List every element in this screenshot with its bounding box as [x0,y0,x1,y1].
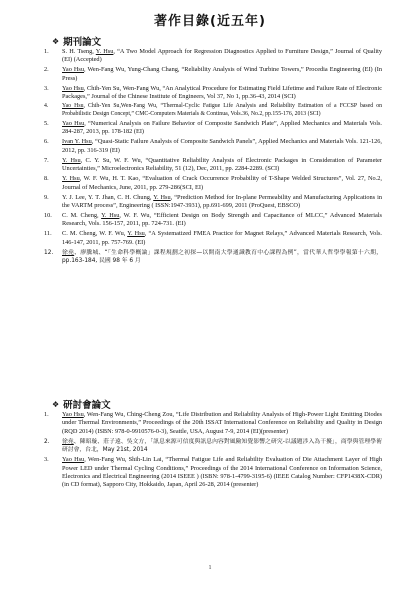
item-number: 10. [44,212,52,220]
item-author-highlight: Y. Hsu [62,175,80,183]
item-number: 2. [44,66,49,74]
item-text-lead: C. M. Cheng, [62,212,102,220]
section-heading-conference-label: 研討會論文 [63,400,111,411]
item-number: 9. [44,193,49,201]
item-author-highlight: Y. Hsu [95,48,114,55]
list-item [44,456,382,490]
item-author-highlight: 徐堯 [62,249,75,256]
list-item [44,411,382,436]
item-text: 、廖騰城、“「生命科學概論」課程規劃之初探—以開南大學通識教育中心課程為例”，當代華人哲學學報第十六期，pp.163-184, 民國 98 年 6 月 [62,249,382,265]
item-text-lead: S. H. Tseng, [62,48,96,55]
item-author-highlight: Yao Hsu [62,103,84,110]
item-author-highlight: Y. Hsu [101,212,120,220]
page-number: 1 [208,565,212,571]
item-text: , “A Two Model Approach for Regression Diagnostics Applied to Furniture Design,” Journal of Quality (EI) (Accepted) [62,48,382,64]
diamond-bullet-icon: ❖ [52,36,60,46]
list-item [44,230,382,247]
item-author-highlight: Y. Hsu [153,193,171,201]
item-number: 3. [44,84,49,92]
item-number: 3. [44,456,49,464]
item-number: 1. [44,411,49,418]
list-item [44,249,382,266]
list-item [44,66,382,83]
conference-paper-list [44,411,382,491]
list-item [44,138,382,155]
item-text: , W. F. Wu, “Efficient Design on Body Strength and Capacitance of MLCC,” Advanced Materials Research, Vols. 156-157, 2011, pp. 724-731. (EI) [62,212,383,228]
item-number: 2. [44,438,50,445]
item-text: , “A Systematized FMEA Practice for Magnet Relays,” Advanced Materials Research, Vols. 146-147, 2011, pp. 757-769. (EI) [62,230,383,246]
list-item [44,85,382,102]
item-text: , Wen-Fang Wu, Yung-Chang Chang, “Reliability Analysis of Wind Turbine Towers,” Procedia Engineering (EI) (In Press) [62,66,382,82]
item-text-lead: C. M. Cheng, W. F. Wu, [62,230,128,238]
item-author-highlight: Y. Hsu [127,230,145,238]
list-item [44,48,382,65]
diamond-bullet-icon: ❖ [52,399,60,409]
item-number: 4. [44,103,49,110]
list-item [44,438,382,455]
item-number: 1. [44,48,49,55]
item-number: 5. [44,120,49,127]
item-text: , “Prediction Method for In-plane Permeability and Manufacturing Applications in the VARTM process”, Engineering ( ISSN:1947-3931), pp.691-699, 2011 (ProQuest, EBSCO) [62,193,383,210]
section-heading-conference [52,397,111,411]
list-item [44,194,382,211]
item-text: , W. F. Wu, H. T. Kao, “Evaluation of Crack Occurrence Probability of T-Shape Welded Structures”, Vol. 27, No.2, Journal of Mechanics, June, 2011, pp. 279-286(SCI, EI) [62,175,382,191]
item-text-lead: Y. J. Lee, Y. T. Jhan, C. H. Chung, [62,193,154,201]
list-item [44,175,382,192]
item-author-highlight: 徐堯 [62,438,74,445]
item-author-highlight: Yao Hsu [62,411,84,418]
item-number: 12. [44,249,54,256]
section-heading-journal [52,34,101,48]
item-number: 8. [44,175,49,183]
item-number: 11. [44,230,52,238]
list-item [44,212,382,229]
section-heading-journal-label: 期刊論文 [63,37,102,48]
item-author-highlight: Y. Hsu [62,156,81,164]
page-title: 著作目錄(近五年) [154,14,266,29]
item-text: 、陳昭璇、莊子遠、吳文方，「訊息來源可信度與訊息內容對風險知覺影響之研究-以議題涉入為干擾」，商學與管理學術研討會，台北，May 21st, 2014 [62,438,382,454]
journal-paper-list [44,48,382,267]
list-item [44,157,382,174]
item-author-highlight: Ivan Y. Hsu [62,138,92,146]
item-text: , Wen-Fang Wu, Shih-Lin Lai, “Thermal Fatigue Life and Reliability Evaluation of Die Attachment Layer of High Power LED under Thermal Cycling Conditions,” Proceedings of the 2014 International Conference on Information Science, Electronics and Electrical Engineering (2014 ISEEE ) (ISBN: 978-1-4799-3195-6) (IEEE Catalog Number: CFP1438X-CDR) (in CD format), Sapporo City, Hokkaido, Japan, April 26-28, 2014 (presenter) [62,456,382,489]
item-text: , Wen-Fang Wu, Ching-Cheng Zou, “Life Distribution and Reliability Analysis of High-Power Light Emitting Diodes under Thermal Environments,” Proceedings of the 20th ISSAT International Conference on Reliability and Quality in Design (RQD 2014) (ISBN: 978-0-9910576-0-3), Seattle, USA, August 7-9, 2014 (EI)(presenter) [62,411,382,435]
list-item [44,103,382,118]
item-number: 6. [44,138,49,146]
item-number: 7. [44,156,49,164]
item-text: , Chih-Yen Su,Wen-Fang Wu, “Thermal-Cyclic Fatigue Life Analysis and Reliability Estimation of a FCCSP based on Probabilistic Design Concept,” CMC-Computers Materials & Continua, Vols.36, No.2, pp.155-176, 2013 (SCI) [62,103,382,117]
item-text: , C. Y. Su, W. F. Wu, “Quantitative Reliability Analysis of Electronic Packages in Consideration of Parameter Uncertainties,” Microelectronics Reliability, 51 (12), Dec, 2011, pp. 2284-2289. (SCI) [62,156,382,173]
item-author-highlight: Yao Hsu [62,456,85,464]
item-text: , “Quasi-Static Failure Analysis of Composite Sandwich Panels”, Applied Mechanics and Materials Vols. 121-126, 2012, pp. 316-319 (EI) [62,138,383,154]
item-text: , Chih-Yen Su, Wen-Fang Wu, “An Analytical Procedure for Estimating Field Lifetime and Failure Rate of Electronic Packages,” Journal of the Chinese Institute of Engineers, Vol 37, No 1, pp.36-43, 2014 (SCI) [62,84,382,101]
item-author-highlight: Yao Hsu [62,66,85,74]
item-author-highlight: Yao Hsu [62,120,85,127]
item-author-highlight: Yao Hsu [62,84,84,92]
item-text: , “Numerical Analysis on Failure Behavior of Composite Sandwich Plate”, Applied Mechanics and Materials Vols. 284-287, 2013, pp. 178-182 (EI) [62,120,382,136]
list-item [44,120,382,137]
